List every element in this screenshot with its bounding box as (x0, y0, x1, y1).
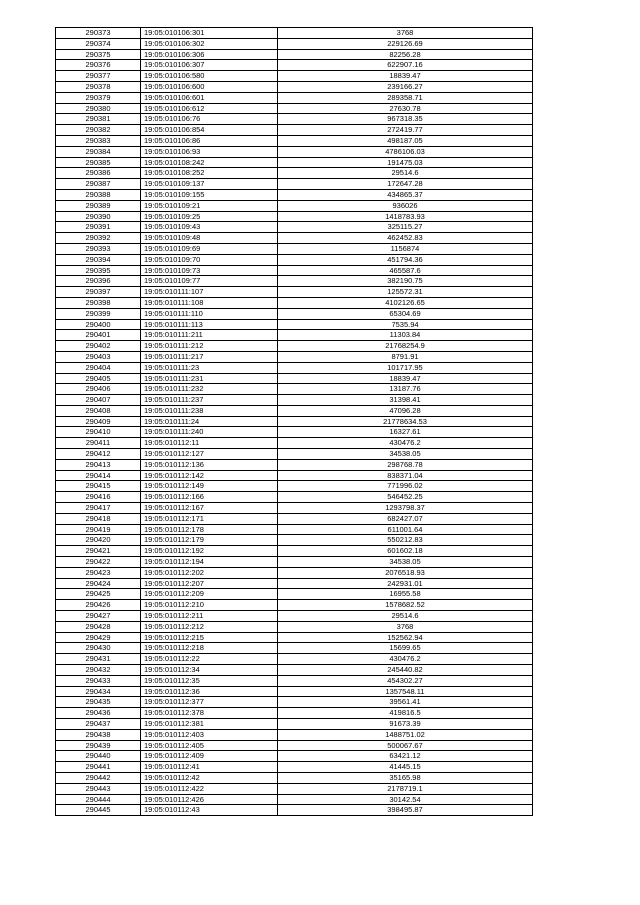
row-id-cell: 290389 (56, 200, 141, 211)
table-row (56, 449, 533, 460)
cadastral-number-cell: 19:05:010109:43 (141, 222, 278, 233)
amount-cell: 16955.58 (278, 589, 533, 600)
row-id-cell: 290442 (56, 772, 141, 783)
cadastral-number-cell: 19:05:010111:211 (141, 330, 278, 341)
cadastral-number-cell: 19:05:010112:34 (141, 665, 278, 676)
cadastral-number-cell: 19:05:010106:612 (141, 103, 278, 114)
cadastral-number-cell: 19:05:010112:149 (141, 481, 278, 492)
amount-cell: 4786106.03 (278, 146, 533, 157)
table-row (56, 621, 533, 632)
amount-cell: 289358.71 (278, 92, 533, 103)
row-id-cell: 290408 (56, 405, 141, 416)
cadastral-number-cell: 19:05:010111:23 (141, 362, 278, 373)
row-id-cell: 290426 (56, 600, 141, 611)
amount-cell: 419816.5 (278, 708, 533, 719)
amount-cell: 7535.94 (278, 319, 533, 330)
row-id-cell: 290398 (56, 297, 141, 308)
row-id-cell: 290392 (56, 233, 141, 244)
row-id-cell: 290423 (56, 567, 141, 578)
amount-cell: 39561.41 (278, 697, 533, 708)
row-id-cell: 290383 (56, 135, 141, 146)
cadastral-number-cell: 19:05:010112:194 (141, 557, 278, 568)
row-id-cell: 290444 (56, 794, 141, 805)
cadastral-number-cell: 19:05:010112:36 (141, 686, 278, 697)
row-id-cell: 290384 (56, 146, 141, 157)
cadastral-number-cell: 19:05:010112:210 (141, 600, 278, 611)
row-id-cell: 290390 (56, 211, 141, 222)
table-row (56, 492, 533, 503)
amount-cell: 11303.84 (278, 330, 533, 341)
table-row (56, 794, 533, 805)
row-id-cell: 290400 (56, 319, 141, 330)
row-id-cell: 290419 (56, 524, 141, 535)
table-row (56, 200, 533, 211)
amount-cell: 21778634.53 (278, 416, 533, 427)
amount-cell: 498187.05 (278, 135, 533, 146)
row-id-cell: 290429 (56, 632, 141, 643)
amount-cell: 500067.67 (278, 740, 533, 751)
row-id-cell: 290443 (56, 783, 141, 794)
table-row (56, 772, 533, 783)
table-row (56, 611, 533, 622)
table-row (56, 28, 533, 39)
cadastral-number-cell: 19:05:010112:405 (141, 740, 278, 751)
row-id-cell: 290422 (56, 557, 141, 568)
cadastral-number-cell: 19:05:010111:107 (141, 287, 278, 298)
amount-cell: 101717.95 (278, 362, 533, 373)
row-id-cell: 290396 (56, 276, 141, 287)
row-id-cell: 290397 (56, 287, 141, 298)
cadastral-number-cell: 19:05:010112:166 (141, 492, 278, 503)
amount-cell: 454302.27 (278, 675, 533, 686)
amount-cell: 462452.83 (278, 233, 533, 244)
cadastral-number-cell: 19:05:010112:142 (141, 470, 278, 481)
cadastral-number-cell: 19:05:010112:403 (141, 729, 278, 740)
row-id-cell: 290439 (56, 740, 141, 751)
row-id-cell: 290417 (56, 503, 141, 514)
table-row (56, 643, 533, 654)
table-row (56, 459, 533, 470)
cadastral-number-cell: 19:05:010112:178 (141, 524, 278, 535)
table-row (56, 686, 533, 697)
amount-cell: 430476.2 (278, 654, 533, 665)
amount-cell: 91673.39 (278, 719, 533, 730)
amount-cell: 8791.91 (278, 351, 533, 362)
cadastral-number-cell: 19:05:010109:21 (141, 200, 278, 211)
cadastral-number-cell: 19:05:010112:167 (141, 503, 278, 514)
cadastral-number-cell: 19:05:010112:209 (141, 589, 278, 600)
table-row (56, 557, 533, 568)
amount-cell: 2178719.1 (278, 783, 533, 794)
row-id-cell: 290412 (56, 449, 141, 460)
table-row (56, 222, 533, 233)
cadastral-number-cell: 19:05:010112:215 (141, 632, 278, 643)
amount-cell: 1418783.93 (278, 211, 533, 222)
cadastral-number-cell: 19:05:010112:43 (141, 805, 278, 816)
row-id-cell: 290387 (56, 179, 141, 190)
amount-cell: 35165.98 (278, 772, 533, 783)
cadastral-number-cell: 19:05:010108:252 (141, 168, 278, 179)
cadastral-number-cell: 19:05:010112:377 (141, 697, 278, 708)
table-row (56, 125, 533, 136)
table-row (56, 665, 533, 676)
table-row (56, 233, 533, 244)
row-id-cell: 290391 (56, 222, 141, 233)
amount-cell: 29514.6 (278, 611, 533, 622)
amount-cell: 398495.87 (278, 805, 533, 816)
table-row (56, 405, 533, 416)
cadastral-number-cell: 19:05:010108:242 (141, 157, 278, 168)
table-row (56, 697, 533, 708)
table-row (56, 535, 533, 546)
row-id-cell: 290413 (56, 459, 141, 470)
amount-cell: 936026 (278, 200, 533, 211)
row-id-cell: 290388 (56, 189, 141, 200)
table-row (56, 632, 533, 643)
cadastral-number-cell: 19:05:010106:76 (141, 114, 278, 125)
cadastral-number-cell: 19:05:010109:155 (141, 189, 278, 200)
cadastral-number-cell: 19:05:010109:77 (141, 276, 278, 287)
amount-cell: 229126.69 (278, 38, 533, 49)
cadastral-number-cell: 19:05:010112:179 (141, 535, 278, 546)
amount-cell: 34538.05 (278, 449, 533, 460)
data-table (55, 27, 533, 816)
amount-cell: 47096.28 (278, 405, 533, 416)
amount-cell: 21768254.9 (278, 341, 533, 352)
table-row (56, 384, 533, 395)
row-id-cell: 290428 (56, 621, 141, 632)
amount-cell: 125572.31 (278, 287, 533, 298)
amount-cell: 34538.05 (278, 557, 533, 568)
table-row (56, 373, 533, 384)
amount-cell: 1357548.11 (278, 686, 533, 697)
table-row (56, 708, 533, 719)
cadastral-number-cell: 19:05:010109:73 (141, 265, 278, 276)
amount-cell: 63421.12 (278, 751, 533, 762)
amount-cell: 430476.2 (278, 438, 533, 449)
table-row (56, 589, 533, 600)
cadastral-number-cell: 19:05:010112:41 (141, 762, 278, 773)
amount-cell: 1156874 (278, 243, 533, 254)
row-id-cell: 290382 (56, 125, 141, 136)
cadastral-number-cell: 19:05:010112:422 (141, 783, 278, 794)
cadastral-number-cell: 19:05:010112:22 (141, 654, 278, 665)
table-row (56, 546, 533, 557)
amount-cell: 272419.77 (278, 125, 533, 136)
row-id-cell: 290378 (56, 81, 141, 92)
row-id-cell: 290411 (56, 438, 141, 449)
row-id-cell: 290441 (56, 762, 141, 773)
cadastral-number-cell: 19:05:010106:601 (141, 92, 278, 103)
row-id-cell: 290425 (56, 589, 141, 600)
cadastral-number-cell: 19:05:010106:93 (141, 146, 278, 157)
row-id-cell: 290386 (56, 168, 141, 179)
table-row (56, 503, 533, 514)
row-id-cell: 290377 (56, 71, 141, 82)
row-id-cell: 290399 (56, 308, 141, 319)
table-row (56, 578, 533, 589)
row-id-cell: 290385 (56, 157, 141, 168)
table-row (56, 38, 533, 49)
cadastral-number-cell: 19:05:010112:136 (141, 459, 278, 470)
table-row (56, 49, 533, 60)
cadastral-number-cell: 19:05:010112:192 (141, 546, 278, 557)
table-row (56, 567, 533, 578)
row-id-cell: 290431 (56, 654, 141, 665)
row-id-cell: 290415 (56, 481, 141, 492)
table-row (56, 600, 533, 611)
cadastral-number-cell: 19:05:010109:25 (141, 211, 278, 222)
row-id-cell: 290420 (56, 535, 141, 546)
amount-cell: 967318.35 (278, 114, 533, 125)
amount-cell: 622907.16 (278, 60, 533, 71)
amount-cell: 771996.02 (278, 481, 533, 492)
amount-cell: 382190.75 (278, 276, 533, 287)
amount-cell: 611001.64 (278, 524, 533, 535)
amount-cell: 601602.18 (278, 546, 533, 557)
table-row (56, 762, 533, 773)
row-id-cell: 290445 (56, 805, 141, 816)
cadastral-number-cell: 19:05:010112:409 (141, 751, 278, 762)
cadastral-number-cell: 19:05:010112:35 (141, 675, 278, 686)
cadastral-number-cell: 19:05:010111:113 (141, 319, 278, 330)
cadastral-number-cell: 19:05:010112:381 (141, 719, 278, 730)
table-row (56, 189, 533, 200)
amount-cell: 18839.47 (278, 71, 533, 82)
amount-cell: 16327.61 (278, 427, 533, 438)
row-id-cell: 290430 (56, 643, 141, 654)
row-id-cell: 290379 (56, 92, 141, 103)
row-id-cell: 290404 (56, 362, 141, 373)
row-id-cell: 290427 (56, 611, 141, 622)
table-row (56, 135, 533, 146)
table-row (56, 438, 533, 449)
amount-cell: 172647.28 (278, 179, 533, 190)
table-row (56, 805, 533, 816)
table-row (56, 265, 533, 276)
table-row (56, 243, 533, 254)
amount-cell: 15699.65 (278, 643, 533, 654)
amount-cell: 65304.69 (278, 308, 533, 319)
amount-cell: 242931.01 (278, 578, 533, 589)
amount-cell: 682427.07 (278, 513, 533, 524)
row-id-cell: 290381 (56, 114, 141, 125)
table-row (56, 254, 533, 265)
cadastral-number-cell: 19:05:010112:202 (141, 567, 278, 578)
table-row (56, 783, 533, 794)
cadastral-number-cell: 19:05:010111:237 (141, 395, 278, 406)
row-id-cell: 290414 (56, 470, 141, 481)
table-row (56, 276, 533, 287)
table-row (56, 729, 533, 740)
row-id-cell: 290407 (56, 395, 141, 406)
table-row (56, 751, 533, 762)
amount-cell: 18839.47 (278, 373, 533, 384)
row-id-cell: 290436 (56, 708, 141, 719)
table-body (56, 28, 533, 816)
table-row (56, 654, 533, 665)
table-row (56, 211, 533, 222)
cadastral-number-cell: 19:05:010106:86 (141, 135, 278, 146)
amount-cell: 325115.27 (278, 222, 533, 233)
amount-cell: 4102126.65 (278, 297, 533, 308)
row-id-cell: 290375 (56, 49, 141, 60)
cadastral-number-cell: 19:05:010111:217 (141, 351, 278, 362)
amount-cell: 2076518.93 (278, 567, 533, 578)
row-id-cell: 290406 (56, 384, 141, 395)
cadastral-number-cell: 19:05:010112:207 (141, 578, 278, 589)
cadastral-number-cell: 19:05:010111:24 (141, 416, 278, 427)
cadastral-number-cell: 19:05:010112:212 (141, 621, 278, 632)
table-row (56, 287, 533, 298)
row-id-cell: 290418 (56, 513, 141, 524)
amount-cell: 191475.03 (278, 157, 533, 168)
table-row (56, 362, 533, 373)
amount-cell: 434865.37 (278, 189, 533, 200)
cadastral-number-cell: 19:05:010109:48 (141, 233, 278, 244)
row-id-cell: 290409 (56, 416, 141, 427)
row-id-cell: 290380 (56, 103, 141, 114)
cadastral-number-cell: 19:05:010106:302 (141, 38, 278, 49)
table-row (56, 92, 533, 103)
table-row (56, 81, 533, 92)
table-row (56, 168, 533, 179)
row-id-cell: 290421 (56, 546, 141, 557)
amount-cell: 451794.36 (278, 254, 533, 265)
amount-cell: 546452.25 (278, 492, 533, 503)
table-row (56, 114, 533, 125)
cadastral-number-cell: 19:05:010111:110 (141, 308, 278, 319)
cadastral-number-cell: 19:05:010112:11 (141, 438, 278, 449)
row-id-cell: 290435 (56, 697, 141, 708)
amount-cell: 245440.82 (278, 665, 533, 676)
amount-cell: 1488751.02 (278, 729, 533, 740)
amount-cell: 41445.15 (278, 762, 533, 773)
row-id-cell: 290432 (56, 665, 141, 676)
table-row (56, 470, 533, 481)
cadastral-number-cell: 19:05:010111:231 (141, 373, 278, 384)
amount-cell: 838371.04 (278, 470, 533, 481)
row-id-cell: 290405 (56, 373, 141, 384)
amount-cell: 3768 (278, 621, 533, 632)
amount-cell: 298768.78 (278, 459, 533, 470)
cadastral-number-cell: 19:05:010109:69 (141, 243, 278, 254)
table-row (56, 60, 533, 71)
amount-cell: 31398.41 (278, 395, 533, 406)
amount-cell: 1293798.37 (278, 503, 533, 514)
cadastral-number-cell: 19:05:010109:137 (141, 179, 278, 190)
row-id-cell: 290433 (56, 675, 141, 686)
table-row (56, 157, 533, 168)
cadastral-number-cell: 19:05:010106:301 (141, 28, 278, 39)
table-row (56, 675, 533, 686)
amount-cell: 29514.6 (278, 168, 533, 179)
cadastral-number-cell: 19:05:010112:426 (141, 794, 278, 805)
cadastral-number-cell: 19:05:010112:211 (141, 611, 278, 622)
table-row (56, 351, 533, 362)
table-row (56, 427, 533, 438)
cadastral-number-cell: 19:05:010111:240 (141, 427, 278, 438)
cadastral-number-cell: 19:05:010112:218 (141, 643, 278, 654)
cadastral-number-cell: 19:05:010111:212 (141, 341, 278, 352)
cadastral-number-cell: 19:05:010112:378 (141, 708, 278, 719)
cadastral-number-cell: 19:05:010106:854 (141, 125, 278, 136)
table-row (56, 513, 533, 524)
row-id-cell: 290373 (56, 28, 141, 39)
table-row (56, 308, 533, 319)
cadastral-number-cell: 19:05:010111:232 (141, 384, 278, 395)
amount-cell: 13187.76 (278, 384, 533, 395)
amount-cell: 30142.54 (278, 794, 533, 805)
table-row (56, 297, 533, 308)
table-row (56, 740, 533, 751)
cadastral-number-cell: 19:05:010106:307 (141, 60, 278, 71)
row-id-cell: 290416 (56, 492, 141, 503)
row-id-cell: 290394 (56, 254, 141, 265)
table-row (56, 146, 533, 157)
row-id-cell: 290440 (56, 751, 141, 762)
row-id-cell: 290393 (56, 243, 141, 254)
cadastral-number-cell: 19:05:010109:70 (141, 254, 278, 265)
row-id-cell: 290438 (56, 729, 141, 740)
row-id-cell: 290434 (56, 686, 141, 697)
amount-cell: 152562.94 (278, 632, 533, 643)
amount-cell: 82256.28 (278, 49, 533, 60)
amount-cell: 27630.78 (278, 103, 533, 114)
cadastral-number-cell: 19:05:010112:127 (141, 449, 278, 460)
table-row (56, 524, 533, 535)
table-row (56, 179, 533, 190)
table-row (56, 319, 533, 330)
row-id-cell: 290376 (56, 60, 141, 71)
row-id-cell: 290401 (56, 330, 141, 341)
cadastral-number-cell: 19:05:010106:600 (141, 81, 278, 92)
cadastral-number-cell: 19:05:010111:108 (141, 297, 278, 308)
cadastral-number-cell: 19:05:010106:306 (141, 49, 278, 60)
row-id-cell: 290403 (56, 351, 141, 362)
row-id-cell: 290374 (56, 38, 141, 49)
table-row (56, 395, 533, 406)
row-id-cell: 290424 (56, 578, 141, 589)
cadastral-number-cell: 19:05:010112:171 (141, 513, 278, 524)
amount-cell: 239166.27 (278, 81, 533, 92)
amount-cell: 3768 (278, 28, 533, 39)
table-row (56, 330, 533, 341)
table-row (56, 103, 533, 114)
table-row (56, 719, 533, 730)
cadastral-number-cell: 19:05:010112:42 (141, 772, 278, 783)
amount-cell: 550212.83 (278, 535, 533, 546)
table-row (56, 481, 533, 492)
row-id-cell: 290395 (56, 265, 141, 276)
row-id-cell: 290437 (56, 719, 141, 730)
amount-cell: 465587.6 (278, 265, 533, 276)
table-row (56, 416, 533, 427)
cadastral-number-cell: 19:05:010106:580 (141, 71, 278, 82)
amount-cell: 1578682.52 (278, 600, 533, 611)
table-row (56, 71, 533, 82)
cadastral-number-cell: 19:05:010111:238 (141, 405, 278, 416)
table-row (56, 341, 533, 352)
row-id-cell: 290410 (56, 427, 141, 438)
row-id-cell: 290402 (56, 341, 141, 352)
